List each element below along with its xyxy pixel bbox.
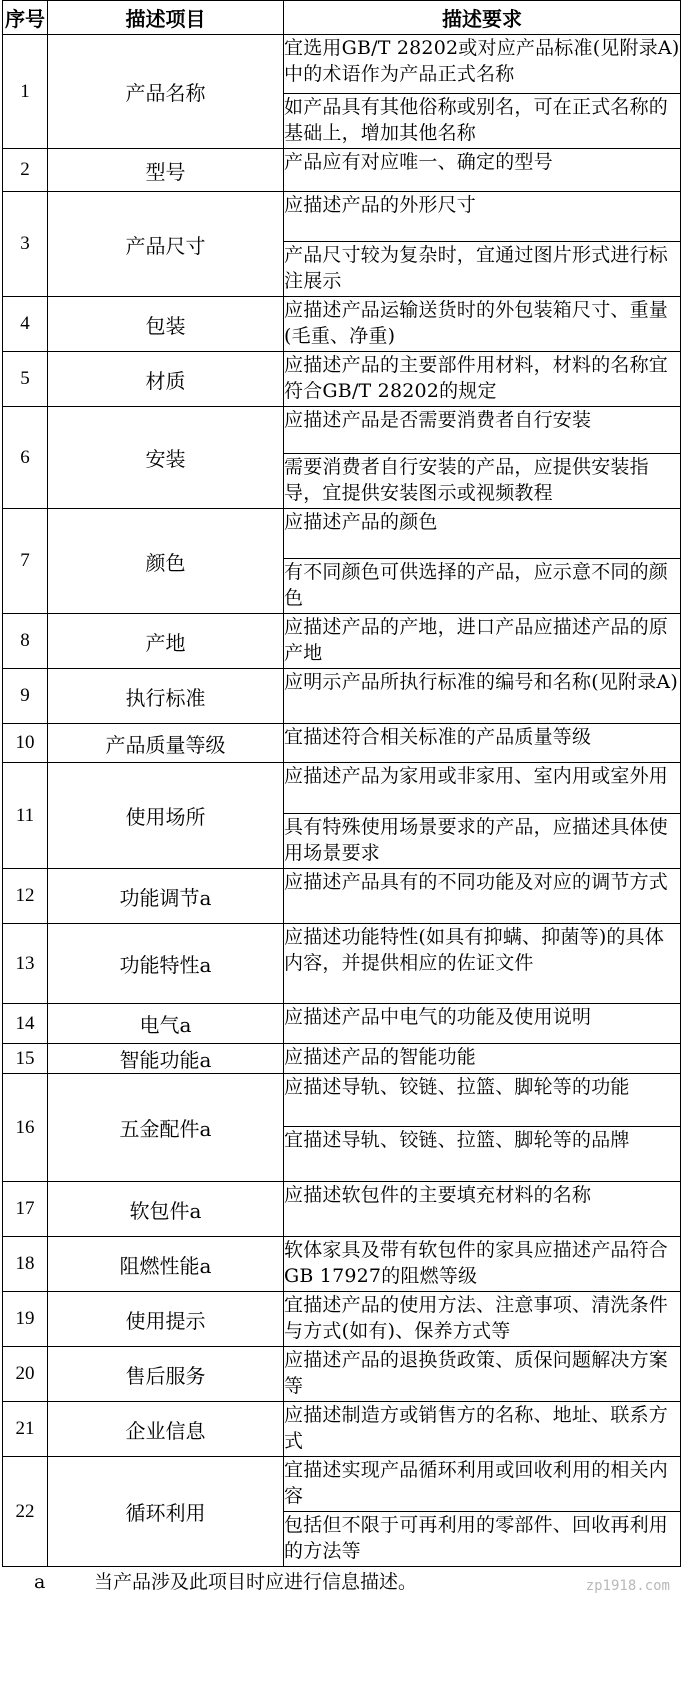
table-row — [3, 1004, 681, 1044]
table-row — [3, 724, 681, 763]
table-row — [3, 192, 681, 242]
row-number: 1 — [3, 35, 48, 149]
row-number: 21 — [3, 1402, 48, 1457]
requirement-text: 宜描述符合相关标准的产品质量等级 — [284, 724, 681, 763]
description-item: 企业信息 — [48, 1402, 284, 1457]
row-number: 15 — [3, 1044, 48, 1074]
table-row — [3, 763, 681, 814]
row-number: 16 — [3, 1074, 48, 1182]
table-row — [3, 407, 681, 454]
table-row — [3, 1237, 681, 1292]
description-item: 使用提示 — [48, 1292, 284, 1347]
table-row — [3, 35, 681, 94]
requirement-text: 应描述产品中电气的功能及使用说明 — [284, 1004, 681, 1044]
description-item: 产品尺寸 — [48, 192, 284, 297]
table-row — [3, 297, 681, 352]
requirement-text: 需要消费者自行安装的产品，应提供安装指导，宜提供安装图示或视频教程 — [284, 454, 681, 509]
requirement-text: 应描述产品的外形尺寸 — [284, 192, 681, 242]
table-row — [3, 614, 681, 669]
header-requirement: 描述要求 — [284, 1, 681, 35]
description-item: 售后服务 — [48, 1347, 284, 1402]
table-row — [3, 1457, 681, 1512]
row-number: 11 — [3, 763, 48, 869]
description-item: 执行标准 — [48, 669, 284, 724]
requirement-text: 软体家具及带有软包件的家具应描述产品符合GB 17927的阻燃等级 — [284, 1237, 681, 1292]
table-row — [3, 1292, 681, 1347]
description-item: 功能特性a — [48, 924, 284, 1004]
row-number: 9 — [3, 669, 48, 724]
row-number: 19 — [3, 1292, 48, 1347]
description-item: 产地 — [48, 614, 284, 669]
header-item: 描述项目 — [48, 1, 284, 35]
description-item: 循环利用 — [48, 1457, 284, 1567]
requirement-text: 应描述产品是否需要消费者自行安装 — [284, 407, 681, 454]
description-item: 型号 — [48, 149, 284, 192]
description-item: 阻燃性能a — [48, 1237, 284, 1292]
row-number: 13 — [3, 924, 48, 1004]
row-number: 12 — [3, 869, 48, 924]
requirement-text: 应描述软包件的主要填充材料的名称 — [284, 1182, 681, 1237]
table-row — [3, 352, 681, 407]
table-row — [3, 1347, 681, 1402]
row-number: 14 — [3, 1004, 48, 1044]
description-item: 产品质量等级 — [48, 724, 284, 763]
table-row — [3, 1402, 681, 1457]
requirement-text: 应明示产品所执行标准的编号和名称(见附录A) — [284, 669, 681, 724]
table-row — [3, 1044, 681, 1074]
requirement-text: 产品尺寸较为复杂时，宜通过图片形式进行标注展示 — [284, 242, 681, 297]
description-item: 智能功能a — [48, 1044, 284, 1074]
footnote-mark: a — [34, 1571, 46, 1593]
requirement-text: 应描述产品的产地，进口产品应描述产品的原产地 — [284, 614, 681, 669]
row-number: 6 — [3, 407, 48, 509]
requirement-text: 应描述产品运输送货时的外包装箱尺寸、重量(毛重、净重) — [284, 297, 681, 352]
watermark: zp1918.com — [585, 1578, 670, 1594]
row-number: 8 — [3, 614, 48, 669]
requirement-text: 应描述产品具有的不同功能及对应的调节方式 — [284, 869, 681, 924]
requirement-text: 应描述产品的智能功能 — [284, 1044, 681, 1074]
description-item: 颜色 — [48, 509, 284, 614]
description-item: 安装 — [48, 407, 284, 509]
row-number: 4 — [3, 297, 48, 352]
row-number: 17 — [3, 1182, 48, 1237]
requirement-text: 宜描述产品的使用方法、注意事项、清洗条件与方式(如有)、保养方式等 — [284, 1292, 681, 1347]
row-number: 5 — [3, 352, 48, 407]
requirement-text: 应描述产品的主要部件用材料，材料的名称宜符合GB/T 28202的规定 — [284, 352, 681, 407]
row-number: 10 — [3, 724, 48, 763]
requirement-text: 宜描述导轨、铰链、拉篮、脚轮等的品牌 — [284, 1127, 681, 1182]
table-row — [3, 1182, 681, 1237]
requirement-text: 应描述制造方或销售方的名称、地址、联系方式 — [284, 1402, 681, 1457]
requirement-text: 包括但不限于可再利用的零部件、回收再利用的方法等 — [284, 1512, 681, 1567]
description-item: 功能调节a — [48, 869, 284, 924]
row-number: 7 — [3, 509, 48, 614]
table-body — [3, 35, 681, 1567]
requirement-text: 应描述产品的退换货政策、质保问题解决方案等 — [284, 1347, 681, 1402]
table-header-row — [3, 1, 681, 35]
description-item: 产品名称 — [48, 35, 284, 149]
requirement-text: 有不同颜色可供选择的产品，应示意不同的颜色 — [284, 559, 681, 614]
row-number: 3 — [3, 192, 48, 297]
footnote — [0, 1567, 682, 1597]
description-item: 电气a — [48, 1004, 284, 1044]
description-item: 包装 — [48, 297, 284, 352]
header-no: 序号 — [3, 1, 48, 35]
requirement-text: 宜描述实现产品循环利用或回收利用的相关内容 — [284, 1457, 681, 1512]
requirement-text: 如产品具有其他俗称或别名，可在正式名称的基础上，增加其他名称 — [284, 94, 681, 149]
row-number: 20 — [3, 1347, 48, 1402]
requirement-text: 宜选用GB/T 28202或对应产品标准(见附录A)中的术语作为产品正式名称 — [284, 35, 681, 94]
description-item: 材质 — [48, 352, 284, 407]
requirement-text: 产品应有对应唯一、确定的型号 — [284, 149, 681, 192]
footnote-text: 当产品涉及此项目时应进行信息描述。 — [94, 1571, 418, 1593]
product-info-table — [2, 0, 681, 1567]
table-row — [3, 924, 681, 1004]
requirement-text: 应描述产品的颜色 — [284, 509, 681, 559]
requirement-text: 应描述功能特性(如具有抑螨、抑菌等)的具体内容，并提供相应的佐证文件 — [284, 924, 681, 1004]
requirement-text: 应描述产品为家用或非家用、室内用或室外用 — [284, 763, 681, 814]
description-item: 软包件a — [48, 1182, 284, 1237]
table-row — [3, 869, 681, 924]
table-row — [3, 1074, 681, 1127]
row-number: 2 — [3, 149, 48, 192]
requirement-text: 应描述导轨、铰链、拉篮、脚轮等的功能 — [284, 1074, 681, 1127]
requirement-text: 具有特殊使用场景要求的产品，应描述具体使用场景要求 — [284, 814, 681, 869]
table-row — [3, 669, 681, 724]
table-row — [3, 509, 681, 559]
description-item: 使用场所 — [48, 763, 284, 869]
table-row — [3, 149, 681, 192]
row-number: 18 — [3, 1237, 48, 1292]
row-number: 22 — [3, 1457, 48, 1567]
description-item: 五金配件a — [48, 1074, 284, 1182]
